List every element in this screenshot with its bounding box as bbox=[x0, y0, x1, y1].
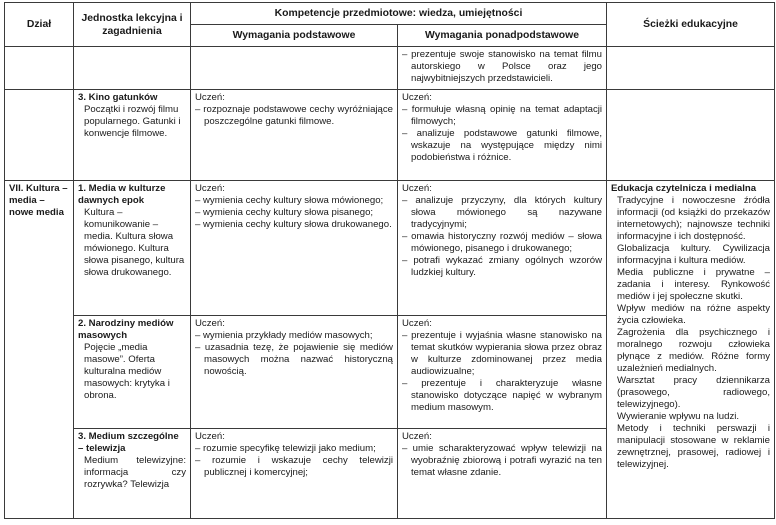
list-item: – omawia historyczny rozwój mediów – słowa mówionego, pisanego i drukowanego; bbox=[402, 231, 603, 254]
paths-line: Zagrożenia dla psychicznego i moralnego rozwoju człowieka płynące z mediów. Różne formy uzależnień medialnych. bbox=[617, 327, 771, 374]
cell-paths-empty bbox=[607, 90, 775, 181]
unit-title: 2. Narodziny mediów masowych bbox=[78, 318, 174, 341]
student-intro: Uczeń: bbox=[402, 431, 432, 442]
student-intro: Uczeń: bbox=[195, 183, 225, 194]
header-basic: Wymagania podstawowe bbox=[191, 25, 398, 47]
section-title: VII. Kultura – media – nowe media bbox=[9, 183, 68, 218]
cell-basic bbox=[191, 181, 398, 316]
header-unit: Jednostka lekcyjna i zagadnienia bbox=[74, 3, 191, 47]
paths-line: Wywieranie wpływu na ludzi. bbox=[617, 411, 740, 422]
student-intro: Uczeń: bbox=[195, 92, 225, 103]
list-item: – prezentuje i charakteryzuje własne stanowisko dotyczące napięć w wybranym medium masowym. bbox=[402, 378, 603, 413]
unit-title: 3. Medium szczególne – telewizja bbox=[78, 431, 179, 454]
list-item: – analizuje przyczyny, dla których kultury słowa mówionego są nazywane tradycyjnymi; bbox=[402, 195, 603, 230]
cell-paths-empty bbox=[607, 47, 775, 90]
paths-line: Globalizacja kultury. Cywilizacja informacyjna i kultura mediów. bbox=[617, 243, 771, 266]
cell-unit bbox=[74, 181, 191, 316]
table-row-continuation bbox=[5, 47, 775, 90]
unit-topics: Pojęcie „media masowe”. Oferta kulturalna mediów masowych: krytyka i obrona. bbox=[84, 342, 170, 401]
cell-unit bbox=[74, 429, 191, 519]
paths-line: Wpływ mediów na różne aspekty życia człowieka. bbox=[617, 303, 771, 326]
cell-basic bbox=[191, 316, 398, 429]
list-item: – prezentuje i wyjaśnia własne stanowisko na temat skutków wypierania słowa przez obraz w kulturze zdominowanej przez media audiowizualne; bbox=[402, 330, 603, 377]
unit-title: 3. Kino gatunków bbox=[78, 92, 158, 103]
student-intro: Uczeń: bbox=[402, 318, 432, 329]
student-intro: Uczeń: bbox=[195, 431, 225, 442]
unit-topics: Początki i rozwój filmu popularnego. Gatunki i konwencje filmowe. bbox=[84, 104, 181, 139]
paths-line: Tradycyjne i nowoczesne źródła informacji (od książki do przekazów internetowych); najnowsze techniki informacyjne i ich dostępność. bbox=[617, 195, 771, 242]
list-item: – rozpoznaje podstawowe cechy wyróżniające poszczególne gatunki filmowe. bbox=[195, 104, 393, 127]
header-section: Dział bbox=[5, 3, 74, 47]
student-intro: Uczeń: bbox=[402, 92, 432, 103]
cell-basic-empty bbox=[191, 47, 398, 90]
cell-section-empty bbox=[5, 90, 74, 181]
cell-section-empty bbox=[5, 47, 74, 90]
student-intro: Uczeń: bbox=[195, 318, 225, 329]
cell-advanced bbox=[398, 47, 607, 90]
list-item: – uzasadnia tezę, że pojawienie się mediów masowych można nazwać historyczną nowością. bbox=[195, 342, 393, 377]
list-item: – rozumie specyfikę telewizji jako medium; bbox=[195, 443, 376, 454]
table-row-kino-gatunkow bbox=[5, 90, 775, 181]
list-item: – umie scharakteryzować wpływ telewizji na wyobraźnię zbiorową i potrafi wyrazić na ten temat własne zdanie. bbox=[402, 443, 603, 478]
unit-title: 1. Media w kulturze dawnych epok bbox=[78, 183, 166, 206]
list-item: – analizuje podstawowe gatunki filmowe, wskazuje na występujące między nimi podobieństwa i różnice. bbox=[402, 128, 603, 163]
paths-line: Metody i techniki perswazji i manipulacji stosowane w reklamie zewnętrznej, prasowej, radiowej i telewizyjnej. bbox=[617, 423, 771, 470]
header-competence: Kompetencje przedmiotowe: wiedza, umiejętności bbox=[191, 3, 607, 25]
cell-advanced bbox=[398, 90, 607, 181]
table-row-media-dawnych-epok bbox=[5, 181, 775, 316]
cell-paths bbox=[607, 181, 775, 519]
list-item: – wymienia przykłady mediów masowych; bbox=[195, 330, 373, 341]
cell-unit bbox=[74, 90, 191, 181]
header-advanced: Wymagania ponadpodstawowe bbox=[398, 25, 607, 47]
cell-unit bbox=[74, 316, 191, 429]
list-item: – potrafi wykazać zmiany ogólnych wzorów ludzkiej kultury. bbox=[402, 255, 603, 278]
unit-topics: Medium telewizyjne: informacja czy rozrywka? Telewizja bbox=[84, 455, 186, 490]
curriculum-table bbox=[4, 2, 775, 519]
list-item: – wymienia cechy kultury słowa drukowanego. bbox=[195, 219, 392, 230]
cell-advanced bbox=[398, 429, 607, 519]
cell-advanced bbox=[398, 181, 607, 316]
list-item: – formułuje własną opinię na temat adaptacji filmowych; bbox=[402, 104, 603, 127]
paths-heading: Edukacja czytelnicza i medialna bbox=[611, 183, 757, 194]
paths-line: Warsztat pracy dziennikarza (prasowego, radiowego, telewizyjnego). bbox=[617, 375, 771, 410]
student-intro: Uczeń: bbox=[402, 183, 432, 194]
unit-topics: Kultura – komunikowanie – media. Kultura słowa mówionego. Kultura słowa pisanego, kultura słowa drukowanego. bbox=[84, 207, 185, 278]
cell-advanced bbox=[398, 316, 607, 429]
cell-section bbox=[5, 181, 74, 519]
paths-line: Media publiczne i prywatne – zadania i interesy. Rynkowość mediów i jej społeczne skutki. bbox=[617, 267, 771, 302]
header-row-top bbox=[5, 3, 775, 25]
header-paths: Ścieżki edukacyjne bbox=[607, 3, 775, 47]
cell-unit-empty bbox=[74, 47, 191, 90]
list-item: – wymienia cechy kultury słowa pisanego; bbox=[195, 207, 374, 218]
cell-basic bbox=[191, 429, 398, 519]
list-item: – prezentuje swoje stanowisko na temat filmu autorskiego w Polsce oraz jego najwybitniejszych przedstawicieli. bbox=[402, 49, 603, 84]
list-item: – wymienia cechy kultury słowa mówionego; bbox=[195, 195, 384, 206]
list-item: – rozumie i wskazuje cechy telewizji publicznej i komercyjnej; bbox=[195, 455, 393, 478]
cell-basic bbox=[191, 90, 398, 181]
